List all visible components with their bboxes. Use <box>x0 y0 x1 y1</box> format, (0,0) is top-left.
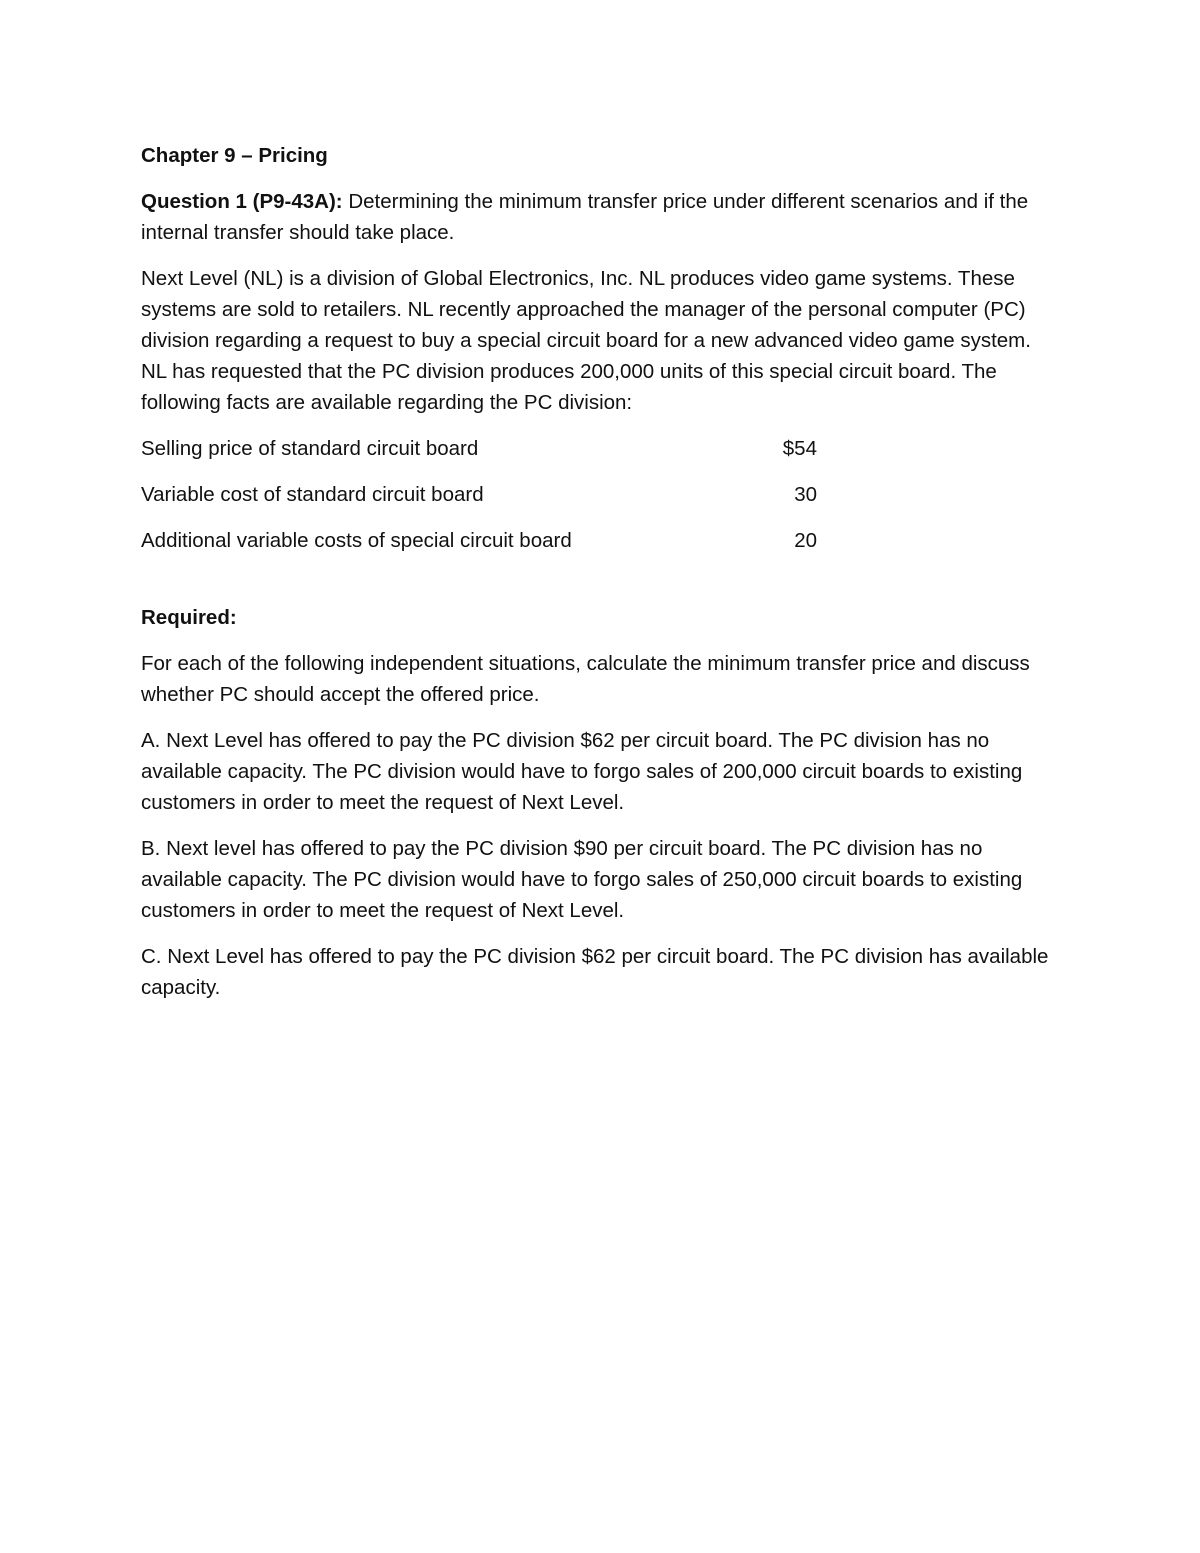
fact-value: $54 <box>782 437 817 460</box>
fact-value: 20 <box>794 529 817 552</box>
chapter-title: Chapter 9 – Pricing <box>141 144 328 167</box>
required-text: For each of the following independent situations, calculate the minimum transfer price and discuss whether PC should accept the offered price. <box>141 652 1030 706</box>
intro-paragraph: Next Level (NL) is a division of Global Electronics, Inc. NL produces video game systems. These systems are sold to retailers. NL recently approached the manager of the personal computer (PC) division regarding a request to buy a special circuit board for a new advanced video game system. NL has requested that the PC division produces 200,000 units of this special circuit board. The following facts are available regarding the PC division: <box>141 267 1031 414</box>
question-label: Question 1 (P9-43A): <box>141 190 343 213</box>
fact-label: Additional variable costs of special circuit board <box>141 529 572 552</box>
situation-b: B. Next level has offered to pay the PC division $90 per circuit board. The PC division has no available capacity. The PC division would have to forgo sales of 250,000 circuit boards to existing customers in order to meet the request of Next Level. <box>141 837 1023 922</box>
fact-label: Variable cost of standard circuit board <box>141 483 484 506</box>
fact-row <box>141 433 1061 464</box>
document-page <box>141 140 1061 1018</box>
situation-a: A. Next Level has offered to pay the PC division $62 per circuit board. The PC division has no available capacity. The PC division would have to forgo sales of 200,000 circuit boards to existing customers in order to meet the request of Next Level. <box>141 729 1023 814</box>
fact-row <box>141 479 1061 510</box>
fact-label: Selling price of standard circuit board <box>141 437 479 460</box>
required-heading: Required: <box>141 606 237 629</box>
fact-value: 30 <box>794 483 817 506</box>
question-paragraph <box>141 186 1061 248</box>
blank-line <box>141 571 1061 602</box>
situation-c: C. Next Level has offered to pay the PC division $62 per circuit board. The PC division has available capacity. <box>141 945 1049 999</box>
fact-row <box>141 525 1061 556</box>
question-text: Determining the minimum transfer price under different scenarios and if the internal transfer should take place. <box>141 190 1029 244</box>
facts-table <box>141 433 1061 556</box>
